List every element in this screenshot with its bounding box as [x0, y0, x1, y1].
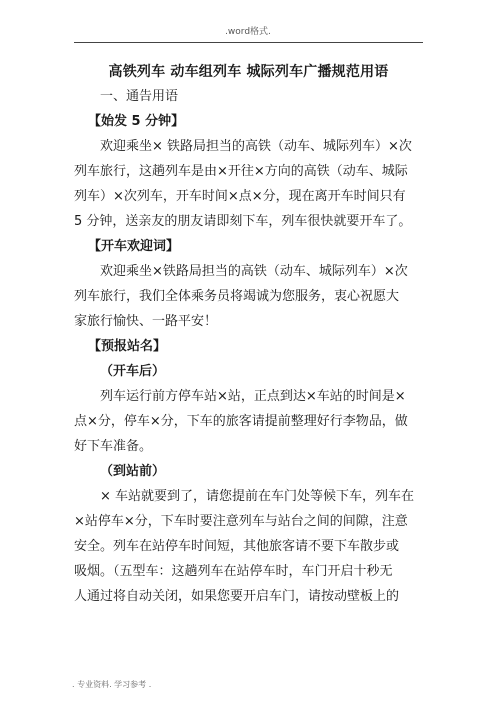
before-arrival-line-3: 安全。列车在站停车时间短，其他旅客请不要下车散步或 — [74, 539, 400, 554]
welcome-line-1: 欢迎乘坐×铁路局担当的高铁（动车、城际列车）×次 — [100, 264, 408, 279]
depart-line-4: 5 分钟，送亲友的朋友请即刻下车，列车很快就要开车了。 — [74, 214, 412, 229]
before-arrival-line-2: ×站停车×分，下车时要注意列车与站台之间的间隙，注意 — [74, 514, 408, 529]
depart-heading: 【始发 5 分钟】 — [88, 114, 185, 129]
welcome-heading: 【开车欢迎词】 — [88, 239, 180, 254]
after-departure-line-3: 好下车准备。 — [74, 439, 153, 454]
after-departure-line-1: 列车运行前方停车站×站，正点到达×车站的时间是× — [100, 389, 406, 404]
document-body — [74, 60, 423, 609]
section-heading: 一、通告用语 — [100, 89, 179, 104]
page-header: .word格式. — [225, 27, 271, 37]
welcome-line-2: 列车旅行，我们全体乘务员将竭诚为您服务，衷心祝愿大 — [74, 289, 400, 304]
depart-line-2: 列车旅行，这趟列车是由×开往×方向的高铁（动车、城际 — [74, 164, 408, 179]
page-footer: . 专业资料. 学习参考 . — [72, 680, 152, 689]
before-arrival-line-4: 吸烟。（五型车：这趟列车在站停车时，车门开启十秒无 — [74, 564, 393, 579]
document-title: 高铁列车 动车组列车 城际列车广播规范用语 — [108, 64, 389, 80]
before-arrival-heading: （到站前） — [100, 464, 166, 479]
before-arrival-line-1: × 车站就要到了，请您提前在车门处等候下车，列车在 — [100, 489, 415, 504]
depart-line-3: 列车）×次列车，开车时间×点×分，现在离开车时间只有 — [74, 189, 406, 204]
after-departure-heading: （开车后） — [100, 364, 166, 379]
after-departure-line-2: 点×分，停车×分，下车的旅客请提前整理好行李物品，做 — [74, 414, 408, 429]
header-divider — [74, 42, 423, 43]
forecast-heading: 【预报站名】 — [88, 339, 167, 354]
before-arrival-line-5: 人通过将自动关闭，如果您要开启车门，请按动壁板上的 — [74, 589, 400, 604]
depart-line-1: 欢迎乘坐× 铁路局担当的高铁（动车、城际列车）×次 — [100, 139, 412, 154]
welcome-line-3: 家旅行愉快、一路平安！ — [74, 314, 218, 329]
